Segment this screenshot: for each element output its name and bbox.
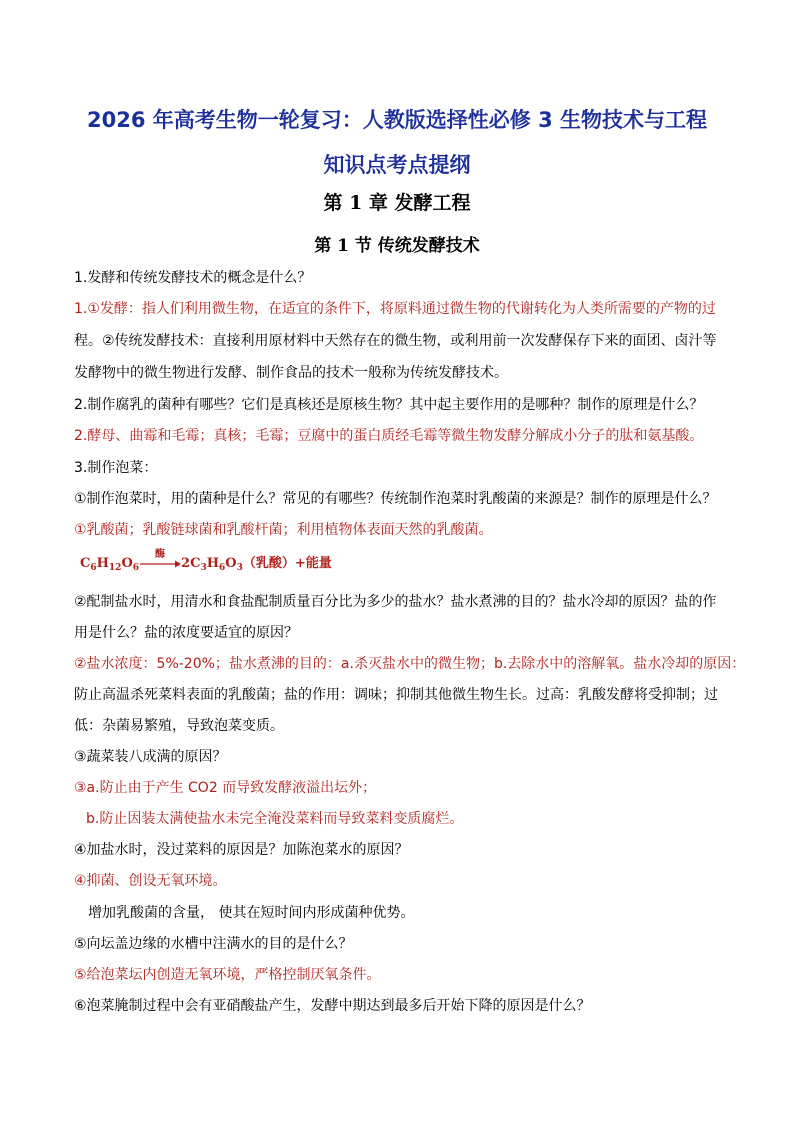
question-3-4: ④加盐水时，没过菜料的原因是？加陈泡菜水的原因？ <box>74 842 409 858</box>
question-3-heading: 3.制作泡菜： <box>74 460 158 476</box>
answer-1-line-2: 程。②传统发酵技术：直接利用原材料中天然存在的微生物，或利用前一次发酵保存下来的面团、卤汁等 <box>74 333 717 349</box>
answer-3-5: ⑤给泡菜坛内创造无氧环境，严格控制厌氧条件。 <box>74 967 381 983</box>
document-subtitle: 知识点考点提纲 <box>323 153 471 177</box>
answer-3-1: ①乳酸菌；乳酸链球菌和乳酸杆菌；利用植物体表面天然的乳酸菌。 <box>74 522 493 538</box>
chapter-heading: 第 1 章 发酵工程 <box>323 192 471 214</box>
question-1: 1.发酵和传统发酵技术的概念是什么？ <box>74 270 312 286</box>
question-3-2-line-2: 用是什么？盐的浓度要适宜的原因？ <box>74 625 298 641</box>
answer-3-3-a: ③a.防止由于产生 CO2 而导致发酵液溢出坛外； <box>74 780 377 796</box>
answer-3-2-line-1: ②盐水浓度：5%-20%；盐水煮沸的目的：a.杀灭盐水中的微生物；b.去除水中的溶解氧。盐水冷却的原因： <box>74 656 746 672</box>
answer-2: 2.酵母、曲霉和毛霉；真核；毛霉；豆腐中的蛋白质经毛霉等微生物发酵分解成小分子的肽和氨基酸。 <box>74 428 704 444</box>
answer-1-line-3: 发酵物中的微生物进行发酵、制作食品的技术一般称为传统发酵技术。 <box>74 365 508 381</box>
reaction-arrow-icon: 酶 <box>139 554 181 574</box>
section-heading: 第 1 节 传统发酵技术 <box>314 236 480 256</box>
question-3-3: ③蔬菜装八成满的原因？ <box>74 749 227 765</box>
question-3-5: ⑤向坛盖边缘的水槽中注满水的目的是什么？ <box>74 936 353 952</box>
answer-1-line-1: 1.①发酵：指人们利用微生物，在适宜的条件下，将原料通过微生物的代谢转化为人类所需要的产物的过 <box>74 301 716 317</box>
fermentation-equation: $C_6H_{12}O_6$ 酶 $2C_3H_6O_3$（乳酸）+能量 <box>80 549 332 573</box>
answer-3-4-line-2: 增加乳酸菌的含量， 使其在短时间内形成菌种优势。 <box>88 905 415 921</box>
question-3-2-line-1: ②配制盐水时，用清水和食盐配制质量百分比为多少的盐水？盐水煮沸的目的？盐水冷却的原因？盐的作 <box>74 594 717 610</box>
document-title: 2026 年高考生物一轮复习：人教版选择性必修 3 生物技术与工程 <box>87 108 707 132</box>
question-2: 2.制作腐乳的菌种有哪些？它们是真核还是原核生物？其中起主要作用的是哪种？制作的原理是什么？ <box>74 397 704 413</box>
answer-3-4-line-1: ④抑菌、创设无氧环境。 <box>74 873 227 889</box>
question-3-6: ⑥泡菜腌制过程中会有亚硝酸盐产生，发酵中期达到最多后开始下降的原因是什么？ <box>74 998 591 1014</box>
answer-3-3-b: b.防止因装太满使盐水未完全淹没菜料而导致菜料变质腐烂。 <box>86 811 464 827</box>
answer-3-2-line-3: 低：杂菌易繁殖，导致泡菜变质。 <box>74 718 284 734</box>
question-3-1: ①制作泡菜时，用的菌种是什么？常见的有哪些？传统制作泡菜时乳酸菌的来源是？制作的原理是什么？ <box>74 491 717 507</box>
answer-3-2-line-2: 防止高温杀死菜料表面的乳酸菌；盐的作用：调味；抑制其他微生物生长。过高：乳酸发酵将受抑制；过 <box>74 687 718 703</box>
